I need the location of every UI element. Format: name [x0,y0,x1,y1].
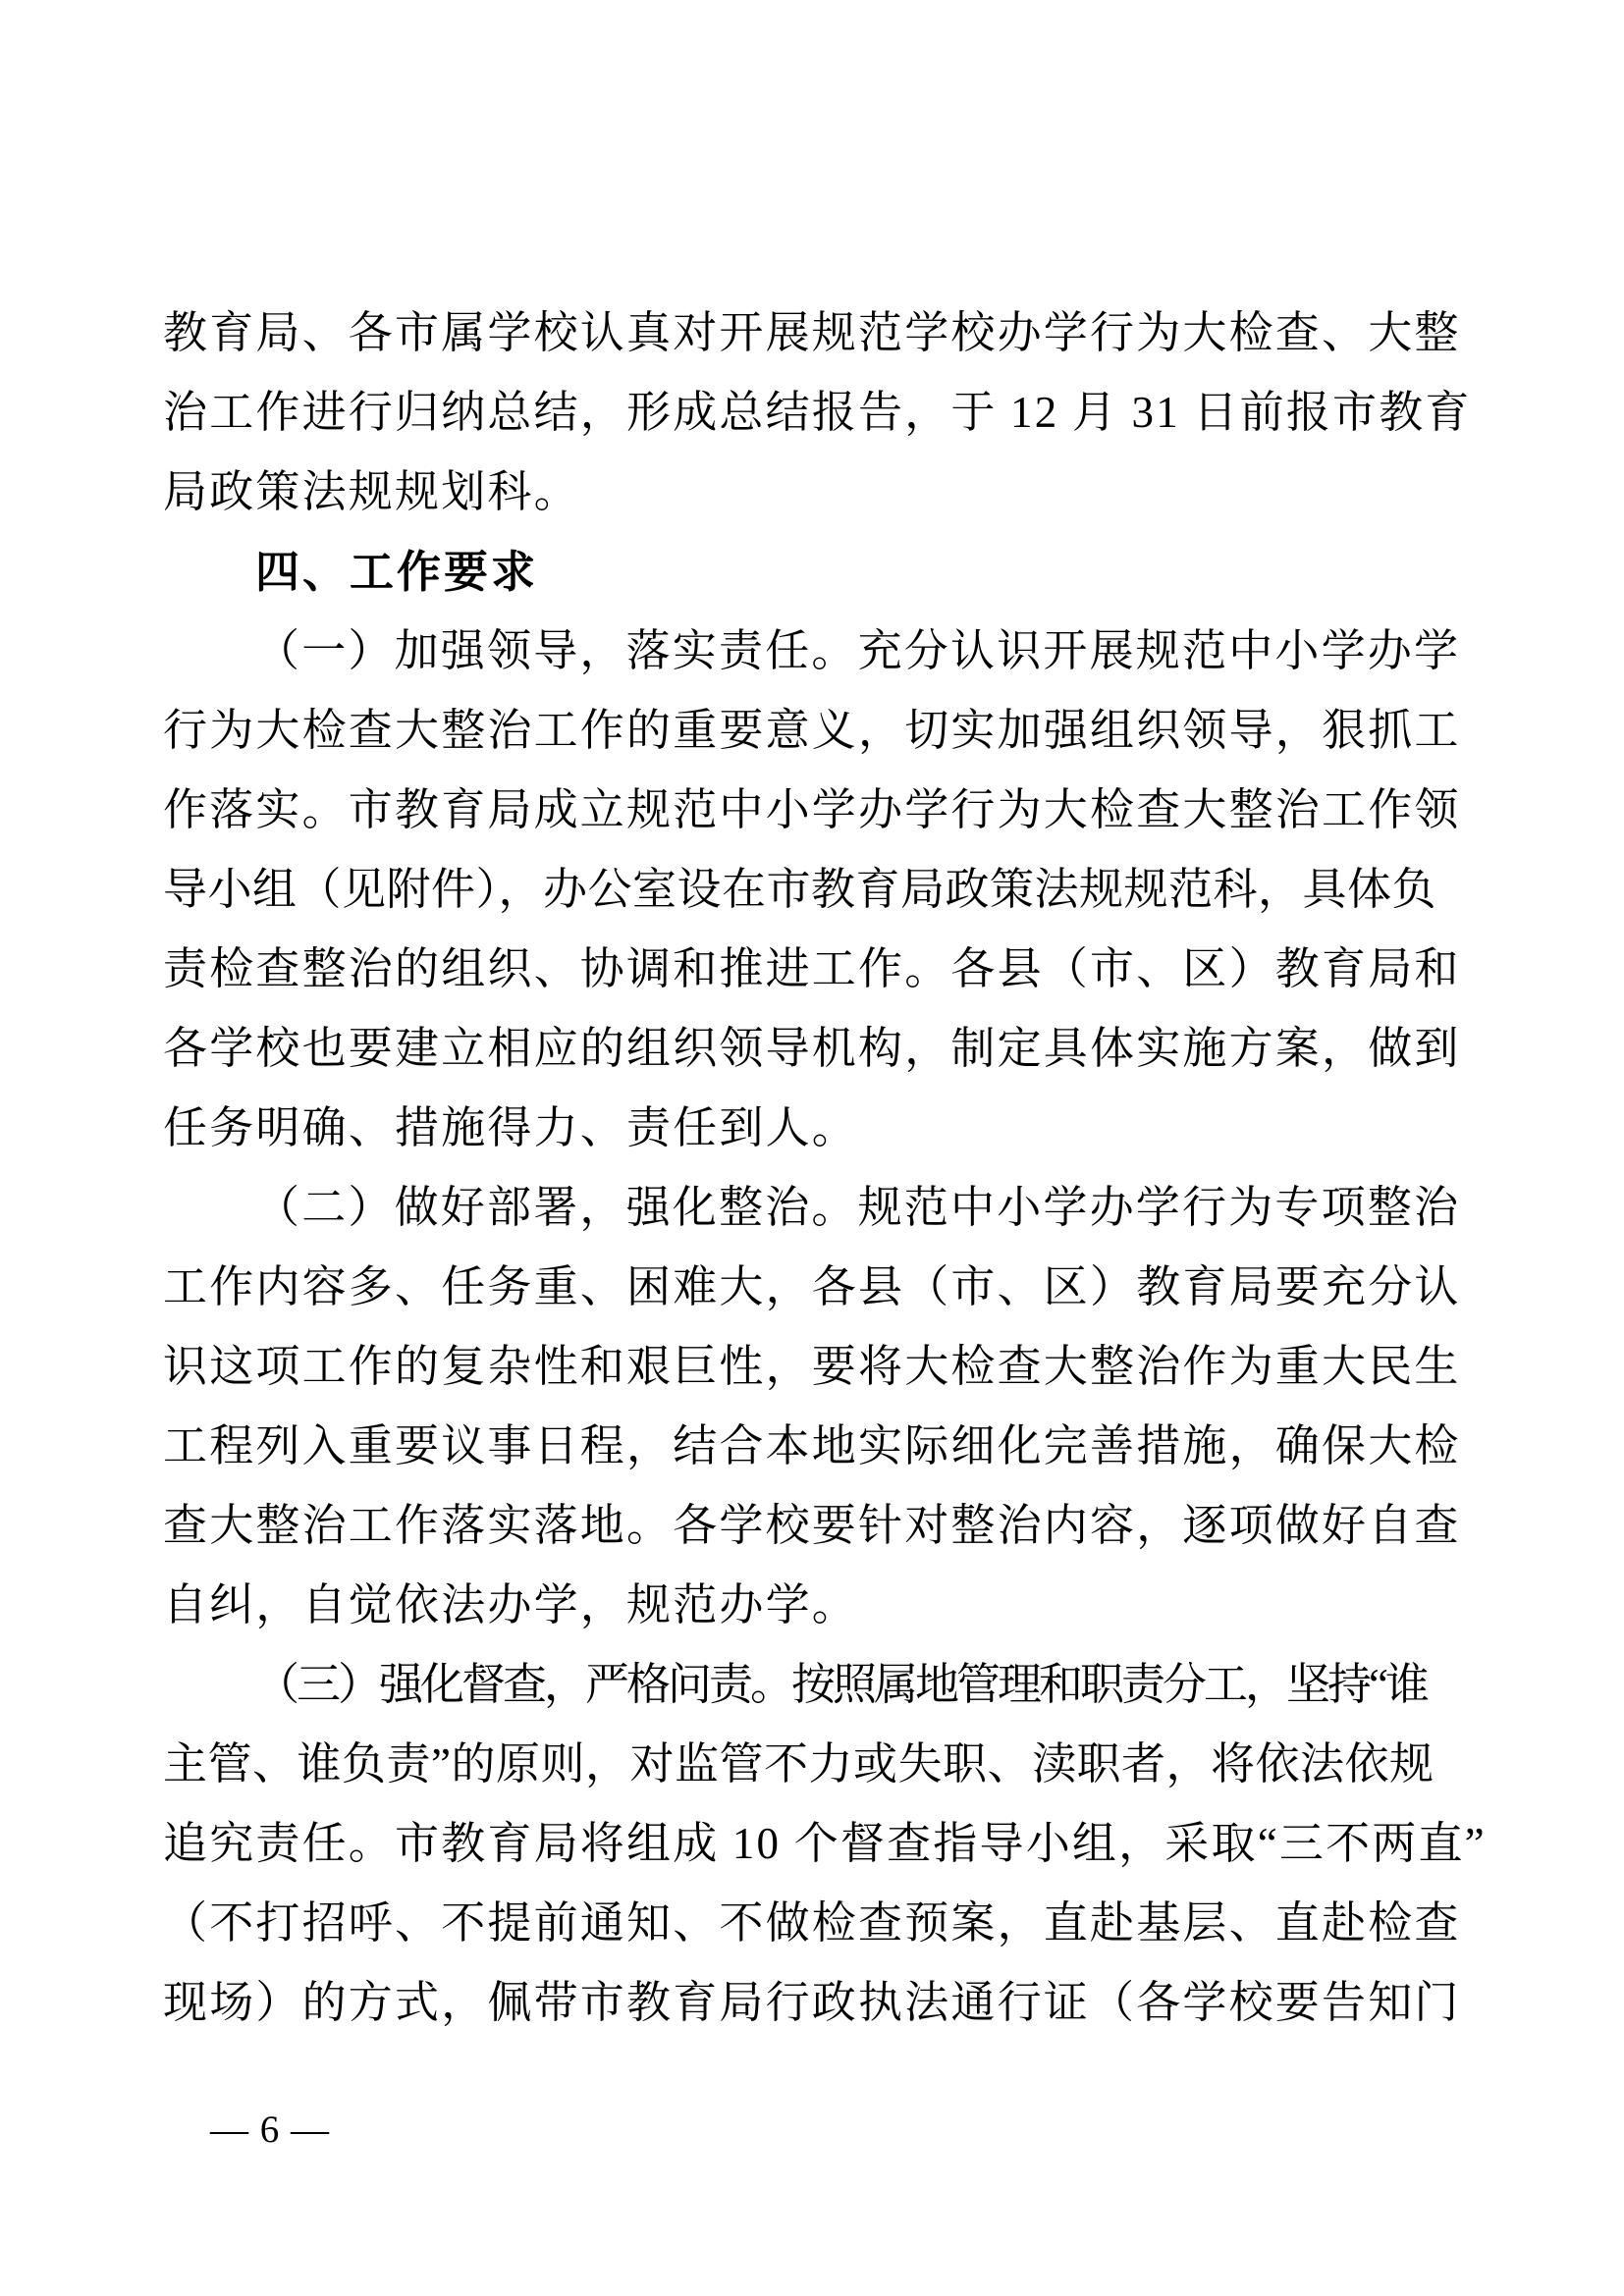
paragraph-lead: （三）强化督查，严格问责。 [255,1660,792,1709]
line-text: 充分认识开展规范中小学办学 [857,626,1461,675]
line-text: 查大整治工作落实落地。各学校要针对整治内容，逐项做好自查 [163,1501,1461,1550]
line-text: 追究责任。市教育局将组成 10 个督查指导小组，采取“三不两直” [163,1819,1487,1868]
text-line [163,1168,1465,1248]
line-text: 责检查整治的组织、协调和推进工作。各县（市、区）教育局和 [163,944,1461,993]
line-text: 识这项工作的复杂性和艰巨性，要将大检查大整治作为重大民生 [163,1342,1461,1391]
section-heading [163,532,1465,612]
text-line [163,771,1465,850]
line-text: 作落实。市教育局成立规范中小学办学行为大检查大整治工作领 [163,785,1461,834]
text-line [163,1884,1465,1963]
text-line [163,1248,1465,1327]
text-line [163,1963,1465,2043]
text-line [163,1327,1465,1407]
line-text: （不打招呼、不提前通知、不做检查预案，直赴基层、直赴检查 [163,1898,1461,1948]
text-line [163,1009,1465,1089]
text-line [163,1407,1465,1486]
line-text: 任务明确、措施得力、责任到人。 [163,1103,859,1152]
line-text: 各学校也要建立相应的组织领导机构，制定具体实施方案，做到 [163,1024,1461,1073]
line-text: 现场）的方式，佩带市教育局行政执法通行证（各学校要告知门 [163,1978,1461,2027]
text-line [163,612,1465,691]
text-line [163,1725,1465,1804]
text-line [163,1804,1487,1884]
line-text: 自纠，自觉依法办学，规范办学。 [163,1580,859,1629]
line-text: 工程列入重要议事日程，结合本地实际细化完善措施，确保大检 [163,1421,1461,1470]
line-text: 治工作进行归纳总结，形成总结报告，于 12 月 31 日前报市教育 [163,388,1472,437]
page-number: — 6 — [210,2109,330,2151]
line-text: 按照属地管理和职责分工，坚持“谁 [791,1660,1427,1709]
line-text: 主管、谁负责”的原则，对监管不力或失职、渎职者，将依法依规 [163,1739,1435,1789]
text-line [163,373,1472,453]
text-line [163,691,1465,771]
text-line [163,1645,1465,1725]
line-text: 规范中小学办学行为专项整治 [857,1183,1461,1232]
section-heading-text: 四、工作要求 [255,547,539,597]
text-line [163,930,1465,1009]
text-line [163,1089,1465,1168]
text-line [163,1486,1465,1566]
text-line [163,1566,1465,1645]
line-text: 工作内容多、任务重、困难大，各县（市、区）教育局要充分认 [163,1262,1461,1311]
text-block [163,294,1487,2043]
text-line [163,453,1465,532]
line-text: 教育局、各市属学校认真对开展规范学校办学行为大检查、大整 [163,308,1461,357]
text-line [163,850,1465,930]
paragraph-lead: （一）加强领导，落实责任。 [255,626,858,675]
text-line [163,294,1465,373]
line-text: 行为大检查大整治工作的重要意义，切实加强组织领导，狠抓工 [163,706,1461,755]
paragraph-lead: （二）做好部署，强化整治。 [255,1183,858,1232]
line-text: 局政策法规规划科。 [163,467,580,516]
line-text: 导小组（见附件），办公室设在市教育局政策法规规范科，具体负 [163,865,1437,914]
